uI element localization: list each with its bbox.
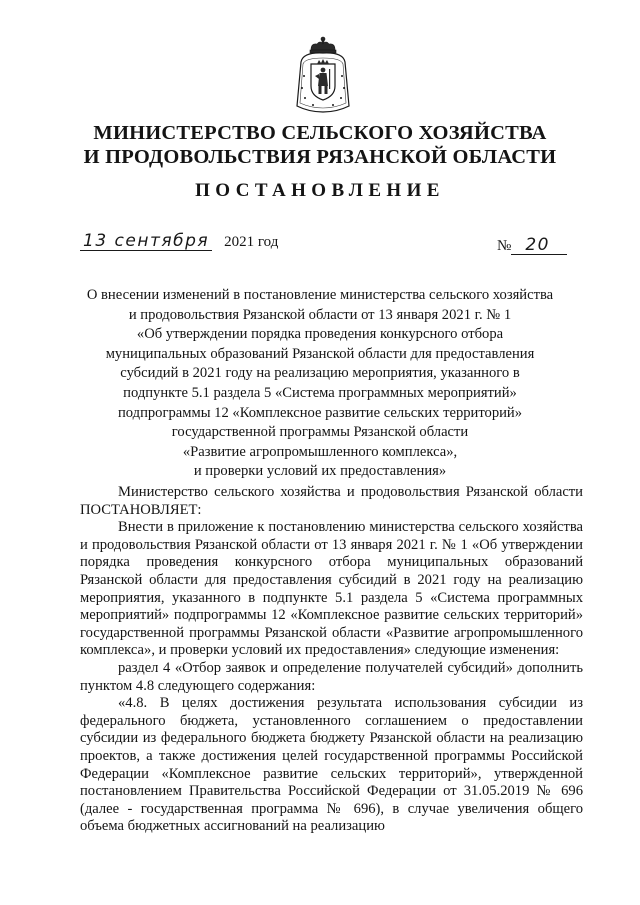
body-paragraph: раздел 4 «Отбор заявок и определение получателей субсидий» дополнить пунктом 4.8 следующего содержания: bbox=[80, 659, 583, 694]
body-paragraph: Внести в приложение к постановлению министерства сельского хозяйства и продовольствия Рязанской области от 13 января 2021 г. № 1 «Об утверждении порядка проведения конкурсного отбора муниципальных образований Рязанской области для предоставления субсидий в 2021 году на реализацию мероприятия, указанного в подпункте 5.1 раздела 5 «Система программных мероприятий» подпрограммы 12 «Комплексное развитие сельских территорий» государственной программы Рязанской области «Развитие агропромышленного комплекса», и проверки условий их предоставления» следующие изменения: bbox=[80, 519, 583, 659]
subject-line: государственной программы Рязанской области bbox=[171, 424, 469, 441]
subject-line: и проверки условий их предоставления» bbox=[193, 463, 447, 480]
subject-line: подпункте 5.1 раздела 5 «Система программных мероприятий» bbox=[123, 384, 517, 401]
ministry-name bbox=[40, 121, 600, 169]
document-date bbox=[80, 232, 278, 252]
subject-line: субсидий в 2021 году на реализацию мероприятия, указанного в bbox=[120, 365, 520, 382]
document-type-title: ПОСТАНОВЛЕНИЕ bbox=[195, 180, 445, 201]
subject-line: и продовольствия Рязанской области от 13 января 2021 г. № 1 bbox=[128, 306, 512, 323]
date-year: 2021 год bbox=[224, 234, 279, 250]
subject-line: «Развитие агропромышленного комплекса», bbox=[182, 443, 458, 460]
number-label: № bbox=[497, 238, 512, 254]
document-subject bbox=[70, 286, 570, 482]
subject-line: «Об утверждении порядка проведения конкурсного отбора bbox=[136, 326, 504, 343]
ministry-name-line-1: МИНИСТЕРСТВО СЕЛЬСКОГО ХОЗЯЙСТВА bbox=[93, 122, 547, 144]
subject-line: О внесении изменений в постановление министерства сельского хозяйства bbox=[86, 287, 554, 303]
handwritten-number: 20 bbox=[511, 236, 567, 255]
document-body bbox=[80, 484, 583, 836]
body-paragraph: «4.8. В целях достижения результата использования субсидии из федерального бюджета, установленного соглашением о предоставлении субсидии из федерального бюджета бюджету Рязанской области на реализацию проектов, а также достижения целей государственной программы Российской Федерации «Комплексное развитие сельских территорий», утвержденной постановлением Правительства Российской Федерации от 31.05.2019 № 696 (далее - государственная программа № 696), в случае увеличения общего объема бюджетных ассигнований на реализацию bbox=[80, 695, 583, 835]
coat-of-arms-icon bbox=[293, 36, 353, 114]
handwritten-date: 13 сентября bbox=[80, 232, 212, 251]
subject-line: подпрограммы 12 «Комплексное развитие сельских территорий» bbox=[117, 404, 523, 421]
document-number bbox=[497, 236, 567, 256]
subject-line: муниципальных образований Рязанской области для предоставления bbox=[105, 345, 535, 362]
ministry-name-line-2: И ПРОДОВОЛЬСТВИЯ РЯЗАНСКОЙ ОБЛАСТИ bbox=[83, 146, 557, 168]
body-paragraph: Министерство сельского хозяйства и продовольствия Рязанской области ПОСТАНОВЛЯЕТ: bbox=[80, 484, 583, 518]
